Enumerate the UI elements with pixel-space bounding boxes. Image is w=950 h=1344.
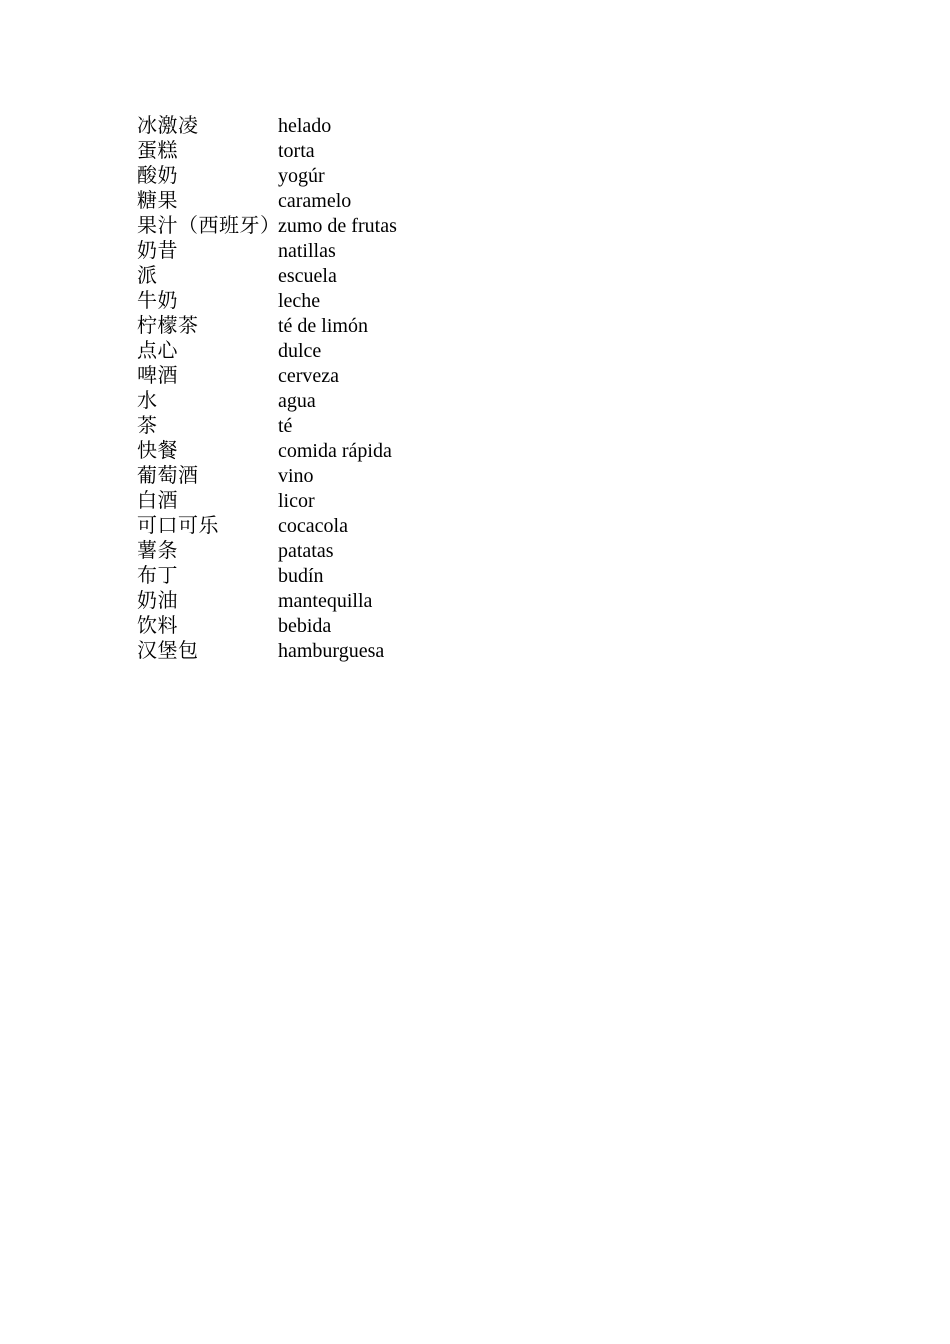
table-row (137, 389, 397, 414)
table-row (137, 114, 397, 139)
chinese-term: 汉堡包 (137, 640, 199, 662)
spanish-term: budín (278, 565, 324, 587)
table-row (137, 614, 397, 639)
table-row (137, 539, 397, 564)
vocabulary-table (137, 114, 397, 664)
table-row (137, 489, 397, 514)
spanish-term: torta (278, 140, 315, 162)
spanish-term: comida rápida (278, 440, 392, 462)
table-row (137, 414, 397, 439)
chinese-term: 茶 (137, 415, 158, 437)
table-row (137, 464, 397, 489)
table-row (137, 364, 397, 389)
chinese-term: 糖果 (137, 190, 178, 212)
spanish-term: bebida (278, 615, 332, 637)
chinese-term: 柠檬茶 (137, 315, 199, 337)
table-row (137, 289, 397, 314)
table-row (137, 514, 397, 539)
chinese-term: 点心 (137, 340, 178, 362)
chinese-term: 饮料 (137, 615, 178, 637)
table-row (137, 189, 397, 214)
spanish-term: cerveza (278, 365, 340, 387)
chinese-term: 快餐 (137, 440, 178, 462)
chinese-term: 薯条 (137, 540, 178, 562)
table-row (137, 589, 397, 614)
table-row (137, 264, 397, 289)
spanish-term: caramelo (278, 190, 352, 212)
spanish-term: zumo de frutas (278, 215, 397, 237)
chinese-term: 牛奶 (137, 290, 178, 312)
table-row (137, 639, 397, 664)
table-row (137, 314, 397, 339)
spanish-term: agua (278, 390, 316, 412)
chinese-term: 果汁（西班牙） (137, 215, 281, 237)
chinese-term: 水 (137, 390, 158, 412)
table-row (137, 214, 397, 239)
chinese-term: 蛋糕 (137, 140, 178, 162)
spanish-term: dulce (278, 340, 322, 362)
table-row (137, 139, 397, 164)
spanish-term: natillas (278, 240, 336, 262)
chinese-term: 奶昔 (137, 240, 178, 262)
spanish-term: leche (278, 290, 321, 312)
table-row (137, 164, 397, 189)
chinese-term: 冰激凌 (137, 115, 199, 137)
chinese-term: 白酒 (137, 490, 178, 512)
spanish-term: hamburguesa (278, 640, 385, 662)
table-row (137, 339, 397, 364)
spanish-term: cocacola (278, 515, 348, 537)
spanish-term: vino (278, 465, 314, 487)
spanish-term: mantequilla (278, 590, 373, 612)
table-row (137, 564, 397, 589)
table-row (137, 439, 397, 464)
spanish-term: yogúr (278, 165, 325, 187)
spanish-term: escuela (278, 265, 337, 287)
table-row (137, 239, 397, 264)
spanish-term: licor (278, 490, 315, 512)
chinese-term: 啤酒 (137, 365, 178, 387)
chinese-term: 布丁 (137, 565, 178, 587)
spanish-term: té de limón (278, 315, 368, 337)
spanish-term: helado (278, 115, 332, 137)
spanish-term: patatas (278, 540, 334, 562)
chinese-term: 派 (137, 265, 158, 287)
chinese-term: 酸奶 (137, 165, 178, 187)
spanish-term: té (278, 415, 293, 437)
chinese-term: 可口可乐 (137, 515, 219, 537)
chinese-term: 奶油 (137, 590, 178, 612)
chinese-term: 葡萄酒 (137, 465, 199, 487)
